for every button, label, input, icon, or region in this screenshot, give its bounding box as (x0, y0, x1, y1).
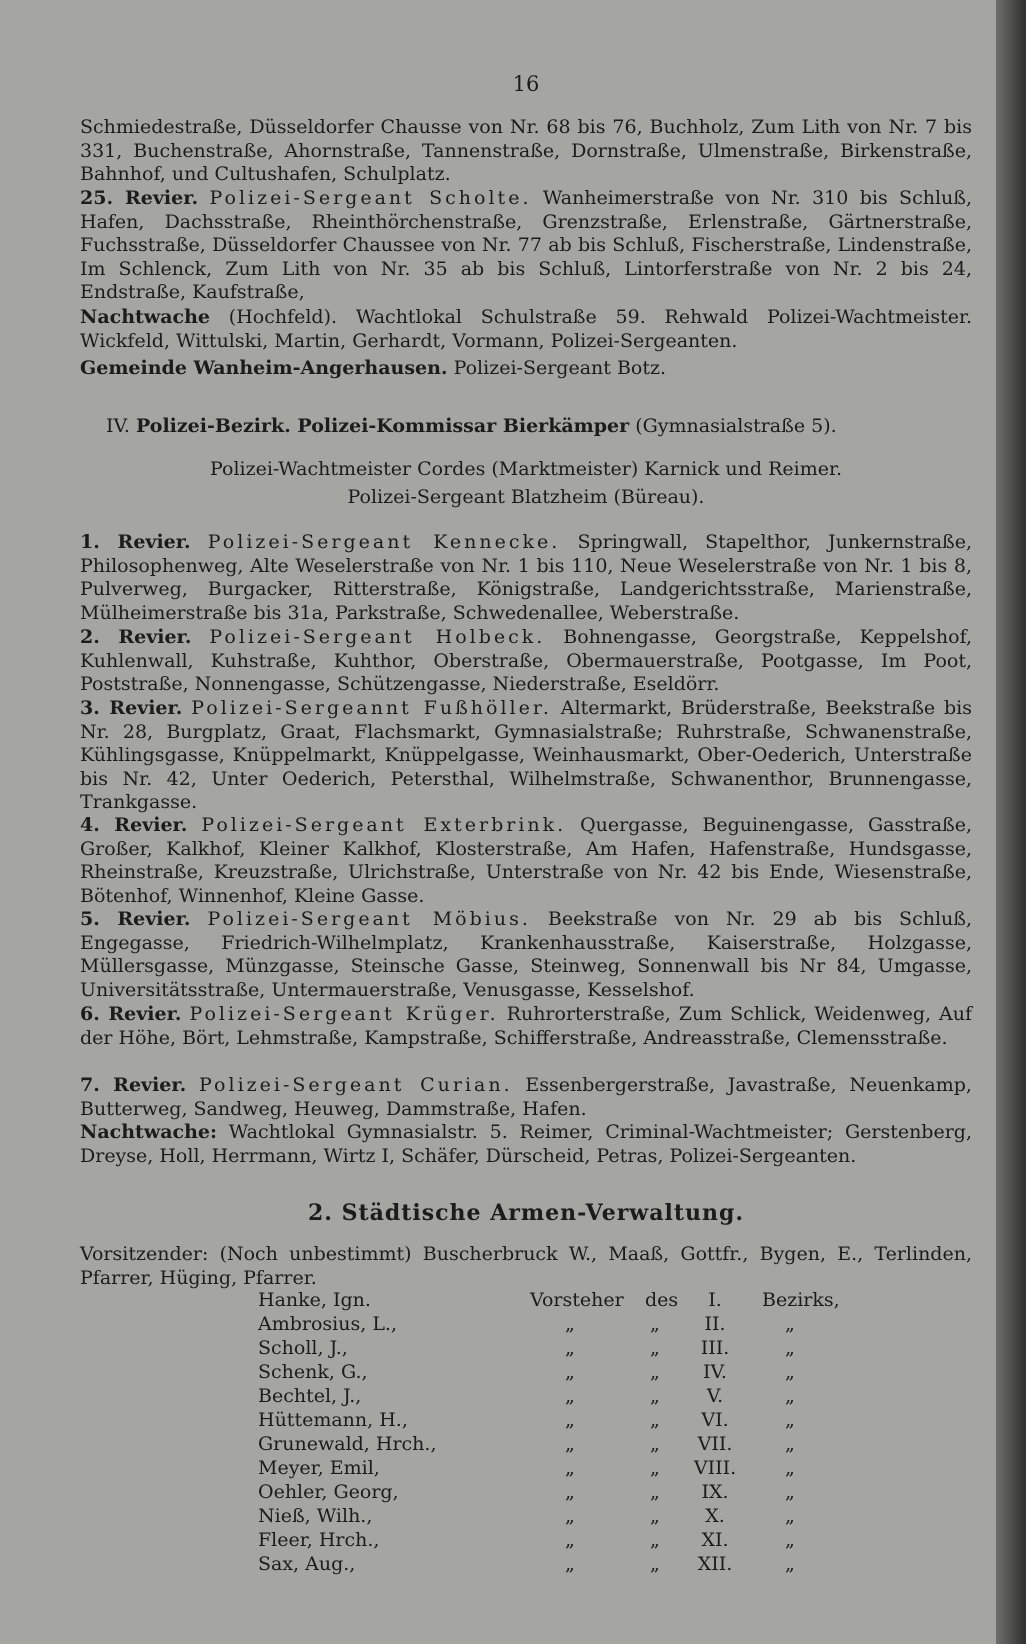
vorsteher-name: Oehler, Georg, (258, 1481, 399, 1503)
paragraph-revier-1 (80, 531, 972, 625)
bezirk-roman-numeral: I. (708, 1289, 722, 1311)
vorsteher-name: Bechtel, J., (258, 1385, 362, 1407)
role-label: Vorsteher (530, 1289, 624, 1311)
paragraph-revier-7 (80, 1074, 972, 1121)
bezirk-heading: Polizei-Bezirk. Polizei-Kommissar Bierkämper (136, 415, 630, 437)
bezirk-wachtmeister-line: Polizei-Wachtmeister Cordes (Marktmeister) Karnick und Reimer. (209, 458, 843, 480)
bezirk-heading-line (80, 415, 972, 439)
bezirk-roman-numeral: VII. (697, 1433, 733, 1455)
ditto-mark: „ (785, 1457, 795, 1479)
revier-streets: Essenbergerstraße, Javastraße, Neuenkamp, Butterweg, Sandweg, Heuweg, Dammstraße, Hafen. (80, 1074, 972, 1120)
vorsteher-name: Grunewald, Hrch., (258, 1433, 437, 1455)
bezirk-roman-numeral: XI. (701, 1529, 729, 1551)
nachtwache-1-heading: Nachtwache (80, 306, 210, 328)
bezirk-sergeant-line: Polizei-Sergeant Blatzheim (Büreau). (347, 486, 705, 508)
bezirk-roman-numeral: XII. (697, 1553, 733, 1575)
revier-heading: 6. Revier. (80, 1003, 182, 1025)
ditto-mark: „ (565, 1433, 575, 1455)
ditto-mark: „ (650, 1409, 660, 1431)
vorsteher-name: Fleer, Hrch., (258, 1529, 380, 1551)
ditto-mark: „ (650, 1433, 660, 1455)
bezirks-label: Bezirks, (762, 1289, 840, 1311)
ditto-mark: „ (565, 1361, 575, 1383)
revier-heading: 5. Revier. (80, 908, 191, 930)
page-number: 16 (512, 72, 540, 96)
vorsteher-name: Scholl, J., (258, 1337, 348, 1359)
section-heading-armen-verwaltung: 2. Städtische Armen-Verwaltung. (307, 1200, 745, 1226)
ditto-mark: „ (565, 1385, 575, 1407)
ditto-mark: „ (565, 1313, 575, 1335)
revier-officer: Polizei-Sergeant Curian. (199, 1074, 513, 1096)
revier-heading: 3. Revier. (80, 697, 183, 719)
revier-heading: 4. Revier. (80, 814, 188, 836)
bezirk-roman-numeral: II. (704, 1313, 726, 1335)
ditto-mark: „ (565, 1553, 575, 1575)
document-page (80, 0, 972, 1644)
ditto-mark: „ (565, 1409, 575, 1431)
revier-heading: 2. Revier. (80, 626, 192, 648)
bezirk-roman-numeral: III. (700, 1337, 730, 1359)
ditto-mark: „ (650, 1385, 660, 1407)
ditto-mark: „ (785, 1409, 795, 1431)
gemeinde-heading: Gemeinde Wanheim-Angerhausen. (80, 357, 448, 379)
ditto-mark: „ (785, 1385, 795, 1407)
revier-officer: Polizei-Sergeant Holbeck. (209, 626, 546, 648)
revier-25-heading: 25. Revier. (80, 187, 199, 209)
ditto-mark: „ (785, 1433, 795, 1455)
ditto-mark: „ (650, 1553, 660, 1575)
bezirk-roman-numeral: VI. (701, 1409, 729, 1431)
revier-officer: Polizei-Sergeant Krüger. (189, 1003, 499, 1025)
vorsteher-name: Schenk, G., (258, 1361, 368, 1383)
ditto-mark: „ (565, 1337, 575, 1359)
bezirk-roman-numeral: VIII. (693, 1457, 737, 1479)
vorsteher-name: Hanke, Ign. (258, 1289, 371, 1311)
bezirk-roman-numeral: X. (705, 1505, 725, 1527)
page-edge-shadow (996, 0, 1026, 1644)
revier-officer: Polizei-Sergeant Möbius. (207, 908, 531, 930)
gemeinde-text: Polizei-Sergeant Botz. (453, 357, 667, 379)
vorsteher-name: Nieß, Wilh., (258, 1505, 373, 1527)
bezirk-roman-numeral: IX. (701, 1481, 729, 1503)
nachtwache-2-text: Wachtlokal Gymnasialstr. 5. Reimer, Criminal-Wachtmeister; Gerstenberg, Dreyse, Holl, Herrmann, Wirtz I, Schäfer, Dürscheid, Petras, Polizei-Sergeanten. (80, 1121, 973, 1167)
des-label: des (645, 1289, 679, 1311)
paragraph-revier-4 (80, 814, 972, 908)
ditto-mark: „ (565, 1481, 575, 1503)
revier-officer: Polizei-Sergeannt Fußhöller. (191, 697, 552, 719)
vorsteher-name: Ambrosius, L., (258, 1313, 398, 1335)
ditto-mark: „ (565, 1529, 575, 1551)
ditto-mark: „ (650, 1361, 660, 1383)
ditto-mark: „ (565, 1505, 575, 1527)
vorsteher-name: Meyer, Emil, (258, 1457, 380, 1479)
vorsteher-name: Hüttemann, H., (258, 1409, 408, 1431)
paragraph-top: Schmiedestraße, Düsseldorfer Chausse von Nr. 68 bis 76, Buchholz, Zum Lith von Nr. 7 bis 331, Buchenstraße, Ahornstraße, Tannenstraße, Dornstraße, Ulmenstraße, Birkenstraße, Bahnhof, und Cultushafen, Schulplatz. (80, 116, 972, 185)
ditto-mark: „ (650, 1457, 660, 1479)
ditto-mark: „ (785, 1529, 795, 1551)
revier-streets: Quergasse, Beguinengasse, Gasstraße, Großer, Kalkhof, Kleiner Kalkhof, Klosterstraße, Am Hafen, Hafenstraße, Hundsgasse, Rheinstraße, Kreuzstraße, Ulrichstraße, Unterstraße von Nr. 42 bis Ende, Wiesenstraße, Bötenhof, Winnenhof, Kleine Gasse. (80, 814, 972, 907)
revier-streets: Springwall, Stapelthor, Junkernstraße, Philosophenweg, Alte Weselerstraße von Nr. 1 bis 110, Neue Weselerstraße von Nr. 1 bis 8, Pulverweg, Burgacker, Ritterstraße, Königstraße, Landgerichtsstraße, Marienstraße, Mülheimerstraße bis 31a, Parkstraße, Schwedenallee, Weberstraße. (80, 531, 972, 624)
paragraph-revier-2 (80, 626, 972, 697)
revier-officer: Polizei-Sergeant Exterbrink. (201, 814, 567, 836)
nachtwache-1-text: (Hochfeld). Wachtlokal Schulstraße 59. Rehwald Polizei-Wachtmeister. Wickfeld, Wittulski, Martin, Gerhardt, Vormann, Polizei-Sergeanten. (80, 306, 972, 352)
paragraph-revier-5 (80, 908, 972, 1002)
ditto-mark: „ (785, 1553, 795, 1575)
ditto-mark: „ (650, 1337, 660, 1359)
revier-streets: Altermarkt, Brüderstraße, Beekstraße bis Nr. 28, Burgplatz, Graat, Flachsmarkt, Gymnasialstraße; Ruhrstraße, Schwanenstraße, Kühlingsgasse, Knüppelmarkt, Knüppelgasse, Weinhausmarkt, Ober-Oederich, Unterstraße bis Nr. 42, Unter Oederich, Petersthal, Wilhelmstraße, Schwanenthor, Brunnengasse, Trankgasse. (80, 697, 972, 813)
revier-streets: Ruhrorterstraße, Zum Schlick, Weidenweg, Auf der Höhe, Bört, Lehmstraße, Kampstraße, Schifferstraße, Andreasstraße, Clemensstraße. (80, 1003, 972, 1049)
ditto-mark: „ (650, 1505, 660, 1527)
paragraph-gemeinde (80, 357, 972, 381)
ditto-mark: „ (650, 1313, 660, 1335)
revier-25-officer: Polizei-Sergeant Scholte. (209, 187, 532, 209)
paragraph-revier-6 (80, 1003, 972, 1050)
bezirk-number: IV. (106, 415, 130, 437)
revier-streets: Beekstraße von Nr. 29 ab bis Schluß, Engegasse, Friedrich-Wilhelmplatz, Krankenhausstraße, Kaiserstraße, Holzgasse, Müllersgasse, Münzgasse, Steinsche Gasse, Steinweg, Sonnenwall bis Nr 84, Umgasse, Universitätsstraße, Untermauerstraße, Venusgasse, Kesselshof. (80, 908, 972, 1001)
revier-25-streets: Wanheimerstraße von Nr. 310 bis Schluß, Hafen, Dachsstraße, Rheinthörchenstraße, Grenzstraße, Erlenstraße, Gärtnerstraße, Fuchsstraße, Düsseldorfer Chaussee von Nr. 77 ab bis Schluß, Fischerstraße, Lindenstraße, Im Schlenck, Zum Lith von Nr. 35 ab bis Schluß, Lintorferstraße von Nr. 2 bis 24, Endstraße, Kaufstraße, (80, 187, 972, 303)
ditto-mark: „ (650, 1481, 660, 1503)
ditto-mark: „ (785, 1337, 795, 1359)
bezirk-roman-numeral: V. (706, 1385, 724, 1407)
vorsteher-name: Sax, Aug., (258, 1553, 356, 1575)
revier-heading: 7. Revier. (80, 1074, 187, 1096)
revier-officer: Polizei-Sergeant Kennecke. (207, 531, 561, 553)
revier-streets: Bohnengasse, Georgstraße, Keppelshof, Kuhlenwall, Kuhstraße, Kuhthor, Oberstraße, Obermauerstraße, Pootgasse, Im Poot, Poststraße, Nonnengasse, Schützengasse, Niederstraße, Eseldörr. (80, 626, 973, 695)
paragraph-revier-3 (80, 697, 972, 815)
ditto-mark: „ (565, 1457, 575, 1479)
paragraph-nachtwache-hochfeld (80, 306, 972, 353)
ditto-mark: „ (785, 1481, 795, 1503)
ditto-mark: „ (650, 1529, 660, 1551)
paragraph-vorsitzender: Vorsitzender: (Noch unbestimmt) Buscherbruck W., Maaß, Gottfr., Bygen, E., Terlinden, Pfarrer, Hüging, Pfarrer. (80, 1243, 972, 1289)
paragraph-revier-25 (80, 187, 972, 305)
ditto-mark: „ (785, 1313, 795, 1335)
ditto-mark: „ (785, 1361, 795, 1383)
bezirk-address: (Gymnasialstraße 5). (635, 415, 837, 437)
paragraph-nachtwache (80, 1121, 972, 1168)
revier-heading: 1. Revier. (80, 531, 191, 553)
bezirk-roman-numeral: IV. (703, 1361, 727, 1383)
ditto-mark: „ (785, 1505, 795, 1527)
nachtwache-2-heading: Nachtwache: (80, 1121, 217, 1143)
